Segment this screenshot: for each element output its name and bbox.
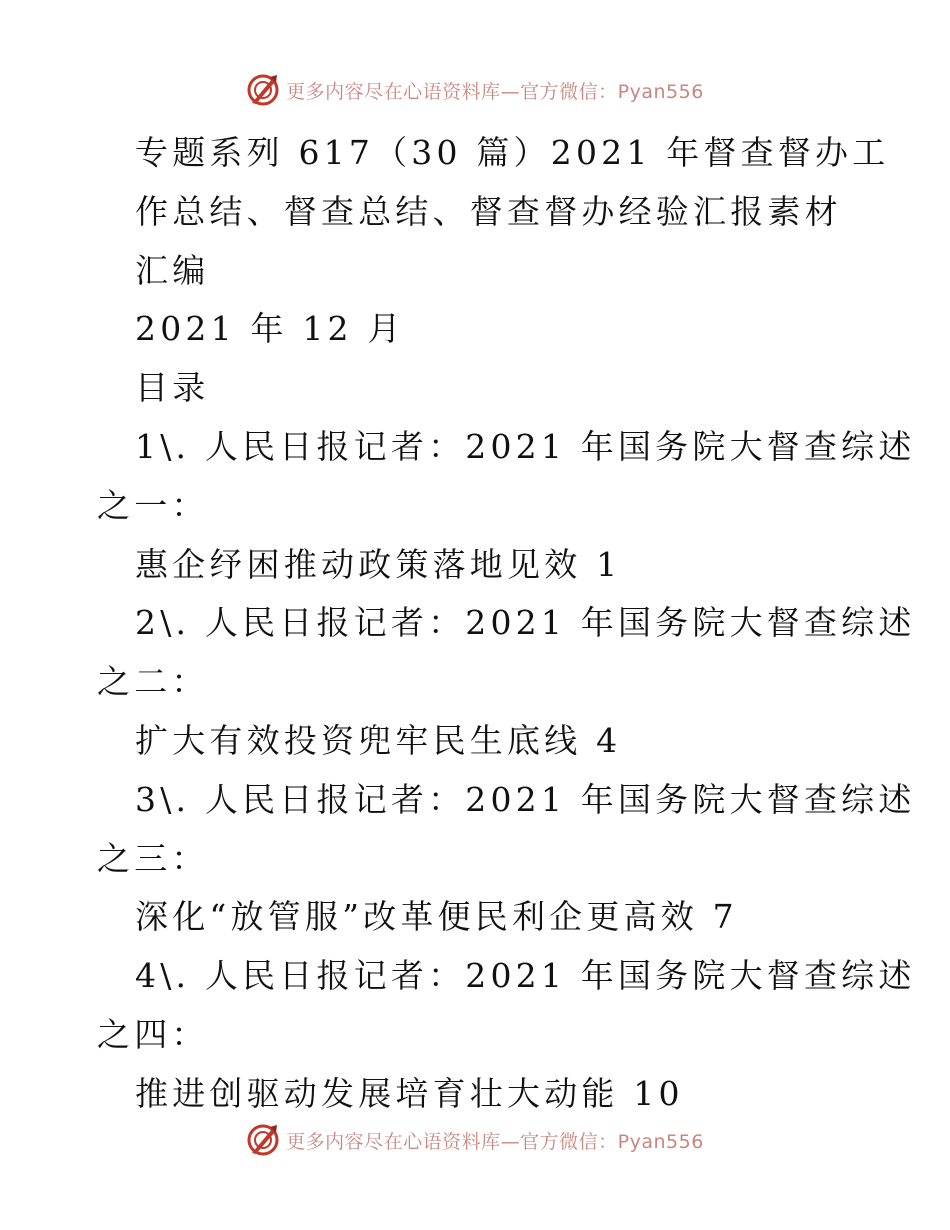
toc-item[interactable] (0, 947, 950, 1123)
document-title-line-2: 作总结、督查总结、督查督办经验汇报素材 (135, 191, 842, 231)
footer-banner-text: 更多内容尽在心语资料库—官方微信：Pyan556 (286, 1130, 704, 1153)
header-banner-text: 更多内容尽在心语资料库—官方微信：Pyan556 (286, 80, 704, 103)
toc-item-subtitle: 深化“放管服”改革便民利企更高效 7 (135, 897, 738, 937)
toc-item-title-continued: 之三： (97, 838, 209, 878)
toc-item[interactable] (0, 771, 950, 947)
toc-item-title-continued: 之二： (97, 662, 209, 702)
toc-item-title: 3\. 人民日报记者：2021 年国务院大督查综述 (135, 779, 916, 819)
document-date: 2021 年 12 月 (135, 309, 405, 349)
toc-item-subtitle: 扩大有效投资兜牢民生底线 4 (135, 720, 622, 760)
footer-banner (0, 1120, 950, 1160)
toc-item-title: 4\. 人民日报记者：2021 年国务院大督查综述 (135, 956, 916, 996)
toc-heading: 目录 (135, 368, 210, 408)
quill-logo-icon (246, 73, 280, 107)
document-title-line-3: 汇编 (135, 250, 210, 290)
toc-item-subtitle: 推进创驱动发展培育壮大动能 10 (135, 1073, 684, 1113)
toc-item-title-continued: 之四： (97, 1014, 209, 1054)
toc-item[interactable] (0, 594, 950, 770)
toc-item-subtitle: 惠企纾困推动政策落地见效 1 (135, 544, 622, 584)
toc-item-title: 1\. 人民日报记者：2021 年国务院大督查综述 (135, 426, 916, 466)
document-title-line-1: 专题系列 617（30 篇）2021 年督查督办工 (135, 133, 890, 172)
toc-item-title-continued: 之一： (97, 485, 209, 525)
header-banner (0, 70, 950, 110)
toc-item-title: 2\. 人民日报记者：2021 年国务院大督查综述 (135, 603, 916, 643)
toc-item[interactable] (0, 418, 950, 594)
quill-logo-icon (246, 1123, 280, 1157)
document-body (0, 124, 950, 1124)
